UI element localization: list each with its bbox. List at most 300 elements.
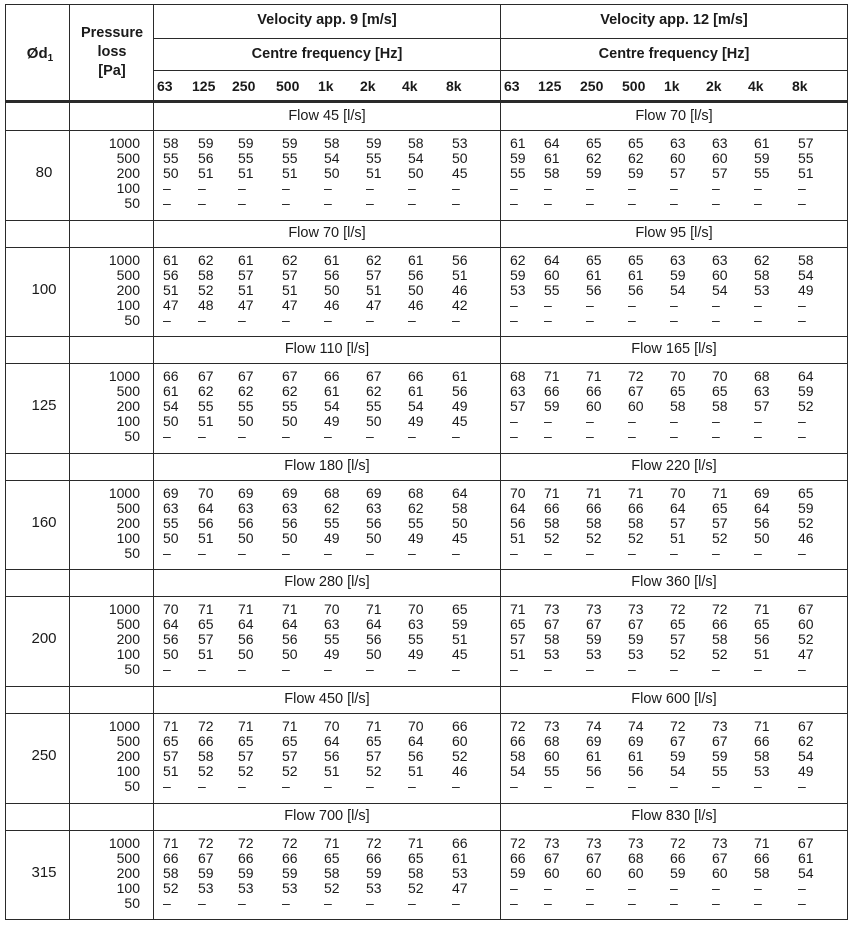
table-cell: – (712, 297, 720, 313)
table-cell: – (510, 180, 518, 196)
table-cell: 72 (670, 718, 686, 734)
table-cell: 57 (282, 748, 298, 764)
table-cell: 45 (452, 646, 468, 662)
table-cell: – (754, 195, 762, 211)
table-cell: – (366, 312, 374, 328)
diameter-6: 315 (31, 864, 57, 881)
table-cell: 55 (798, 150, 814, 166)
table-cell: 54 (798, 748, 814, 764)
table-cell: 63 (754, 383, 770, 399)
table-cell: 69 (366, 485, 382, 501)
pressure-header-line-3: [Pa] (98, 63, 126, 79)
table-cell: 61 (754, 135, 770, 151)
table-cell: 54 (712, 282, 728, 298)
table-cell: 73 (544, 835, 560, 851)
table-cell: 51 (238, 165, 254, 181)
table-cell: 45 (452, 530, 468, 546)
table-cell: 49 (408, 646, 424, 662)
table-cell: – (510, 195, 518, 211)
freq-header-right-5: 2k (706, 78, 722, 94)
table-cell: 67 (670, 733, 686, 749)
table-cell: – (366, 661, 374, 677)
table-cell: 57 (238, 748, 254, 764)
table-cell: 56 (628, 282, 644, 298)
table-cell: 69 (754, 485, 770, 501)
table-cell: 63 (324, 616, 340, 632)
table-cell: 53 (282, 880, 298, 896)
table-cell: 51 (510, 646, 526, 662)
table-cell: 58 (510, 748, 526, 764)
table-cell: 71 (324, 835, 340, 851)
table-cell: – (324, 661, 332, 677)
table-cell: 61 (586, 748, 602, 764)
table-cell: 68 (408, 485, 424, 501)
table-cell: 52 (282, 763, 298, 779)
table-cell: – (163, 195, 171, 211)
table-cell: 54 (408, 398, 424, 414)
table-cell: 66 (628, 500, 644, 516)
table-cell: 67 (798, 835, 814, 851)
table-cell: – (198, 661, 206, 677)
flow-divider-2 (5, 363, 848, 364)
table-cell: 52 (544, 530, 560, 546)
table-cell: 70 (670, 485, 686, 501)
table-cell: – (282, 661, 290, 677)
table-cell: 58 (798, 252, 814, 268)
pressure-label: 1000 (108, 485, 140, 501)
table-cell: – (198, 778, 206, 794)
table-cell: – (163, 428, 171, 444)
table-cell: 67 (586, 616, 602, 632)
pressure-label: 50 (124, 545, 140, 561)
table-cell: – (510, 778, 518, 794)
pressure-label: 50 (124, 428, 140, 444)
table-cell: – (754, 297, 762, 313)
table-cell: 58 (452, 500, 468, 516)
pressure-label: 500 (116, 150, 140, 166)
table-cell: – (452, 778, 460, 794)
table-cell: 62 (586, 150, 602, 166)
table-cell: – (798, 778, 806, 794)
table-cell: 71 (754, 835, 770, 851)
table-cell: 59 (282, 865, 298, 881)
table-cell: 70 (324, 718, 340, 734)
table-cell: 63 (510, 383, 526, 399)
table-cell: – (163, 661, 171, 677)
pressure-label: 1000 (108, 718, 140, 734)
table-cell: – (712, 880, 720, 896)
table-cell: 59 (510, 865, 526, 881)
table-cell: 64 (366, 616, 382, 632)
table-cell: 55 (282, 398, 298, 414)
table-cell: 58 (754, 748, 770, 764)
table-cell: 71 (712, 485, 728, 501)
table-cell: 50 (408, 165, 424, 181)
table-cell: 65 (586, 252, 602, 268)
table-cell: 55 (366, 150, 382, 166)
pressure-label: 200 (116, 631, 140, 647)
table-cell: – (712, 778, 720, 794)
pressure-header-line-2: loss (97, 44, 127, 60)
table-cell: – (282, 778, 290, 794)
table-cell: 70 (712, 368, 728, 384)
table-cell: 69 (628, 733, 644, 749)
table-cell: 49 (324, 530, 340, 546)
table-cell: 64 (238, 616, 254, 632)
table-cell: 61 (798, 850, 814, 866)
table-cell: 62 (282, 252, 298, 268)
table-cell: 71 (198, 601, 214, 617)
diameter-0: 80 (35, 164, 53, 181)
table-cell: 55 (408, 515, 424, 531)
table-cell: – (628, 895, 636, 911)
table-cell: – (798, 545, 806, 561)
table-cell: 58 (712, 631, 728, 647)
pressure-label: 200 (116, 865, 140, 881)
table-cell: 71 (238, 718, 254, 734)
pressure-label: 100 (116, 530, 140, 546)
diameter-3: 160 (31, 514, 57, 531)
table-cell: – (586, 413, 594, 429)
header-rule-velocity (153, 38, 848, 39)
table-cell: 70 (198, 485, 214, 501)
table-cell: 70 (510, 485, 526, 501)
table-cell: 56 (366, 631, 382, 647)
table-cell: 56 (408, 748, 424, 764)
table-cell: 56 (163, 631, 179, 647)
table-cell: 64 (408, 733, 424, 749)
table-border-bottom (5, 919, 848, 920)
table-cell: 52 (324, 880, 340, 896)
table-cell: 71 (366, 601, 382, 617)
table-cell: 71 (586, 368, 602, 384)
table-cell: 62 (366, 252, 382, 268)
table-cell: – (452, 312, 460, 328)
flow-left-5: Flow 450 [l/s] (284, 691, 370, 707)
freq-header-right-6: 4k (748, 78, 764, 94)
freq-header-left-5: 2k (360, 78, 376, 94)
table-cell: 67 (712, 850, 728, 866)
table-cell: 71 (544, 485, 560, 501)
table-cell: 49 (324, 413, 340, 429)
table-cell: – (712, 413, 720, 429)
table-cell: – (754, 180, 762, 196)
table-cell: 66 (510, 733, 526, 749)
table-cell: 52 (798, 631, 814, 647)
table-cell: – (628, 428, 636, 444)
table-cell: 67 (712, 733, 728, 749)
table-cell: 50 (324, 282, 340, 298)
table-cell: – (544, 880, 552, 896)
table-cell: 59 (198, 135, 214, 151)
table-cell: – (628, 545, 636, 561)
table-cell: – (324, 428, 332, 444)
table-cell: 71 (366, 718, 382, 734)
table-cell: – (670, 545, 678, 561)
table-cell: 56 (324, 267, 340, 283)
table-cell: 57 (282, 267, 298, 283)
table-cell: 50 (324, 165, 340, 181)
table-cell: 59 (628, 165, 644, 181)
table-cell: 61 (452, 368, 468, 384)
pressure-label: 1000 (108, 135, 140, 151)
table-cell: – (586, 428, 594, 444)
table-cell: 51 (282, 282, 298, 298)
table-cell: 55 (238, 150, 254, 166)
table-cell: 56 (324, 748, 340, 764)
table-cell: 65 (198, 616, 214, 632)
table-cell: – (238, 661, 246, 677)
table-cell: 67 (198, 368, 214, 384)
table-cell: 71 (163, 835, 179, 851)
table-cell: – (670, 895, 678, 911)
table-cell: 53 (754, 282, 770, 298)
table-cell: – (282, 312, 290, 328)
table-cell: 59 (670, 267, 686, 283)
diameter-4: 200 (31, 630, 57, 647)
table-cell: – (163, 312, 171, 328)
flow-right-2: Flow 165 [l/s] (631, 341, 717, 357)
table-cell: 59 (798, 500, 814, 516)
table-cell: 60 (628, 865, 644, 881)
pressure-label: 1000 (108, 601, 140, 617)
table-cell: 49 (324, 646, 340, 662)
table-cell: 51 (198, 530, 214, 546)
diameter-header-label: Ød (26, 45, 48, 62)
table-cell: 52 (712, 646, 728, 662)
table-cell: – (754, 895, 762, 911)
table-cell: 67 (586, 850, 602, 866)
table-cell: 71 (544, 368, 560, 384)
table-cell: 60 (544, 748, 560, 764)
table-cell: 71 (282, 718, 298, 734)
row-divider-3 (5, 453, 848, 454)
flow-left-2: Flow 110 [l/s] (284, 341, 370, 357)
table-cell: 47 (366, 297, 382, 313)
table-cell: 63 (163, 500, 179, 516)
table-cell: 55 (324, 515, 340, 531)
table-cell: 66 (366, 850, 382, 866)
freq-header-left-2: 250 (232, 78, 256, 94)
table-cell: 54 (798, 267, 814, 283)
table-cell: 58 (628, 515, 644, 531)
table-cell: 55 (163, 515, 179, 531)
table-cell: 52 (238, 763, 254, 779)
table-cell: 49 (408, 413, 424, 429)
table-cell: – (408, 661, 416, 677)
table-cell: 66 (452, 718, 468, 734)
table-cell: 53 (238, 880, 254, 896)
table-cell: 60 (628, 398, 644, 414)
table-cell: – (544, 545, 552, 561)
table-cell: – (798, 661, 806, 677)
table-cell: – (408, 312, 416, 328)
table-cell: 72 (628, 368, 644, 384)
table-cell: – (452, 895, 460, 911)
table-cell: 62 (628, 150, 644, 166)
table-cell: 65 (408, 850, 424, 866)
table-cell: 62 (324, 500, 340, 516)
table-cell: 59 (670, 865, 686, 881)
table-cell: – (754, 545, 762, 561)
table-cell: 50 (238, 413, 254, 429)
table-cell: 65 (712, 500, 728, 516)
table-cell: 55 (544, 282, 560, 298)
table-cell: 51 (324, 763, 340, 779)
table-cell: – (366, 428, 374, 444)
table-cell: – (712, 428, 720, 444)
pressure-label: 100 (116, 880, 140, 896)
table-cell: 59 (510, 267, 526, 283)
table-cell: 56 (628, 763, 644, 779)
table-cell: – (366, 195, 374, 211)
table-cell: 58 (408, 865, 424, 881)
table-cell: 51 (366, 165, 382, 181)
table-cell: 64 (198, 500, 214, 516)
pressure-label: 200 (116, 748, 140, 764)
table-cell: – (238, 312, 246, 328)
table-cell: – (282, 545, 290, 561)
table-cell: 51 (198, 413, 214, 429)
table-cell: 61 (408, 383, 424, 399)
table-cell: 67 (798, 601, 814, 617)
table-cell: 73 (712, 835, 728, 851)
table-cell: – (238, 180, 246, 196)
table-cell: 62 (798, 733, 814, 749)
table-cell: 50 (163, 530, 179, 546)
table-cell: 55 (408, 631, 424, 647)
flow-divider-0 (5, 130, 848, 131)
table-cell: 62 (754, 252, 770, 268)
table-cell: – (510, 661, 518, 677)
table-cell: 73 (586, 601, 602, 617)
table-cell: 67 (282, 368, 298, 384)
pressure-label: 500 (116, 616, 140, 632)
table-cell: 70 (408, 601, 424, 617)
table-cell: 48 (198, 297, 214, 313)
table-cell: 58 (324, 865, 340, 881)
table-cell: 68 (544, 733, 560, 749)
table-cell: 51 (198, 646, 214, 662)
table-cell: 66 (163, 850, 179, 866)
pressure-label: 100 (116, 646, 140, 662)
table-cell: – (452, 545, 460, 561)
table-cell: 54 (408, 150, 424, 166)
table-cell: 59 (238, 865, 254, 881)
table-cell: 61 (628, 748, 644, 764)
freq-header-right-7: 8k (792, 78, 808, 94)
table-cell: 60 (670, 150, 686, 166)
table-cell: 66 (586, 500, 602, 516)
table-cell: 64 (670, 500, 686, 516)
table-cell: 51 (366, 282, 382, 298)
table-cell: 66 (282, 850, 298, 866)
table-cell: – (670, 312, 678, 328)
table-cell: – (408, 428, 416, 444)
table-cell: – (712, 895, 720, 911)
pressure-label: 1000 (108, 835, 140, 851)
table-cell: 66 (670, 850, 686, 866)
pressure-label: 500 (116, 267, 140, 283)
table-cell: 62 (198, 383, 214, 399)
table-cell: 61 (544, 150, 560, 166)
table-cell: 61 (163, 383, 179, 399)
table-cell: 59 (544, 398, 560, 414)
table-cell: 51 (798, 165, 814, 181)
table-cell: 47 (238, 297, 254, 313)
table-cell: 61 (586, 267, 602, 283)
pressure-label: 200 (116, 165, 140, 181)
table-cell: 56 (366, 515, 382, 531)
table-cell: 51 (282, 165, 298, 181)
table-cell: 72 (282, 835, 298, 851)
table-cell: – (282, 895, 290, 911)
table-cell: 51 (238, 282, 254, 298)
table-cell: 60 (586, 398, 602, 414)
table-cell: 57 (798, 135, 814, 151)
table-cell: 56 (408, 267, 424, 283)
table-cell: – (452, 428, 460, 444)
table-cell: 72 (510, 718, 526, 734)
table-cell: 49 (798, 763, 814, 779)
table-cell: – (238, 545, 246, 561)
pressure-header-line-1: Pressure (80, 25, 144, 41)
table-cell: 56 (163, 267, 179, 283)
diameter-1: 100 (31, 281, 57, 298)
table-cell: 67 (798, 718, 814, 734)
table-cell: 58 (544, 515, 560, 531)
table-cell: – (544, 195, 552, 211)
table-cell: 74 (628, 718, 644, 734)
table-cell: – (586, 895, 594, 911)
table-cell: – (628, 880, 636, 896)
table-cell: 50 (282, 646, 298, 662)
table-cell: 53 (544, 646, 560, 662)
table-cell: 67 (628, 383, 644, 399)
table-cell: – (798, 895, 806, 911)
table-cell: 67 (544, 850, 560, 866)
table-cell: 57 (510, 631, 526, 647)
table-cell: 60 (544, 267, 560, 283)
table-cell: – (586, 180, 594, 196)
table-cell: 64 (282, 616, 298, 632)
table-cell: – (366, 545, 374, 561)
table-cell: 60 (544, 865, 560, 881)
pressure-label: 500 (116, 500, 140, 516)
row-divider-5 (5, 686, 848, 687)
table-cell: 65 (754, 616, 770, 632)
table-cell: 56 (282, 515, 298, 531)
table-cell: – (408, 545, 416, 561)
table-cell: 52 (408, 880, 424, 896)
table-cell: 50 (163, 646, 179, 662)
table-cell: 52 (798, 515, 814, 531)
table-cell: 67 (238, 368, 254, 384)
table-cell: 58 (544, 631, 560, 647)
table-cell: 58 (670, 398, 686, 414)
table-cell: 57 (712, 515, 728, 531)
table-border-left (5, 4, 6, 920)
table-cell: – (510, 312, 518, 328)
table-cell: – (510, 297, 518, 313)
table-cell: 57 (366, 267, 382, 283)
table-border-right (847, 4, 848, 920)
table-cell: 61 (324, 252, 340, 268)
table-cell: 60 (712, 150, 728, 166)
table-cell: 47 (163, 297, 179, 313)
table-cell: 73 (712, 718, 728, 734)
table-cell: 73 (628, 835, 644, 851)
